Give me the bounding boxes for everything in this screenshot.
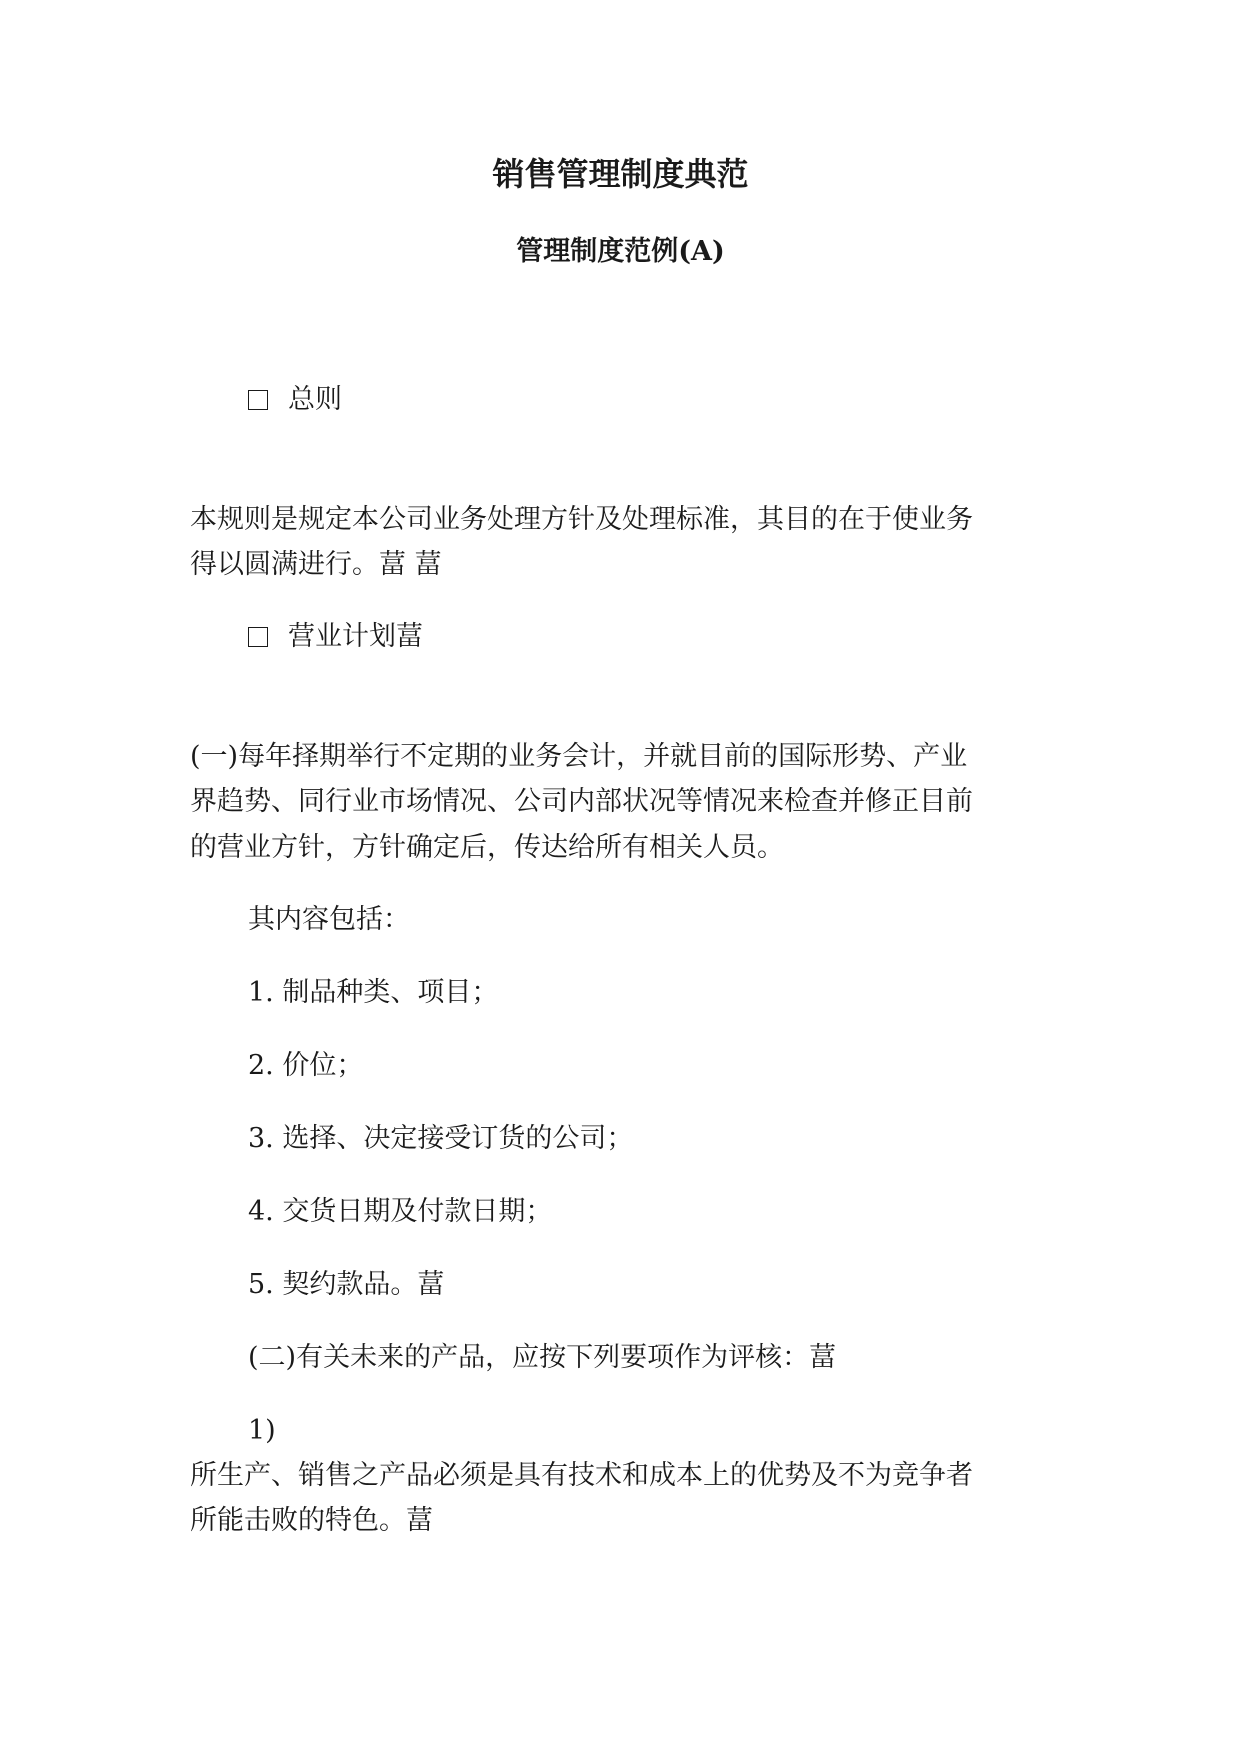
section-heading-business-plan xyxy=(248,617,1128,657)
paragraph-line: 的营业方针，方针确定后，传达给所有相关人员。 xyxy=(190,832,784,863)
document-title: 销售管理制度典范 xyxy=(492,155,749,193)
paragraph-item2: (二)有关未来的产品，应按下列要项作为评核：葍 xyxy=(248,1342,837,1373)
paragraph-line: 本规则是规定本公司业务处理方针及处理标准，其目的在于使业务 xyxy=(190,504,973,535)
list-item: 2. 价位； xyxy=(248,1050,364,1081)
paragraph-line: 界趋势、同行业市场情况、公司内部状况等情况来检查并修正目前 xyxy=(190,786,973,817)
list-item: 4. 交货日期及付款日期； xyxy=(248,1196,553,1227)
checkbox-square-icon xyxy=(248,390,268,410)
section-heading-label: 营业计划葍 xyxy=(288,621,423,652)
sub-item-number: 1) xyxy=(248,1415,276,1446)
list-item: 1. 制品种类、项目； xyxy=(248,977,499,1008)
document-subtitle: 管理制度范例(A) xyxy=(516,236,725,267)
list-item: 5. 契约款品。葍 xyxy=(248,1269,445,1300)
paragraph-line: 所生产、销售之产品必须是具有技术和成本上的优势及不为竞争者 xyxy=(190,1460,973,1491)
section-heading-label: 总则 xyxy=(288,384,342,415)
checkbox-square-icon xyxy=(248,627,268,647)
content-intro: 其内容包括： xyxy=(248,904,410,935)
paragraph-line: 所能击败的特色。葍 xyxy=(190,1505,433,1536)
paragraph-line: (一)每年择期举行不定期的业务会计，并就目前的国际形势、产业 xyxy=(190,741,968,772)
list-item: 3. 选择、决定接受订货的公司； xyxy=(248,1123,634,1154)
paragraph-line: 得以圆满进行。葍 葍 xyxy=(190,549,442,580)
section-heading-general xyxy=(248,380,1128,420)
